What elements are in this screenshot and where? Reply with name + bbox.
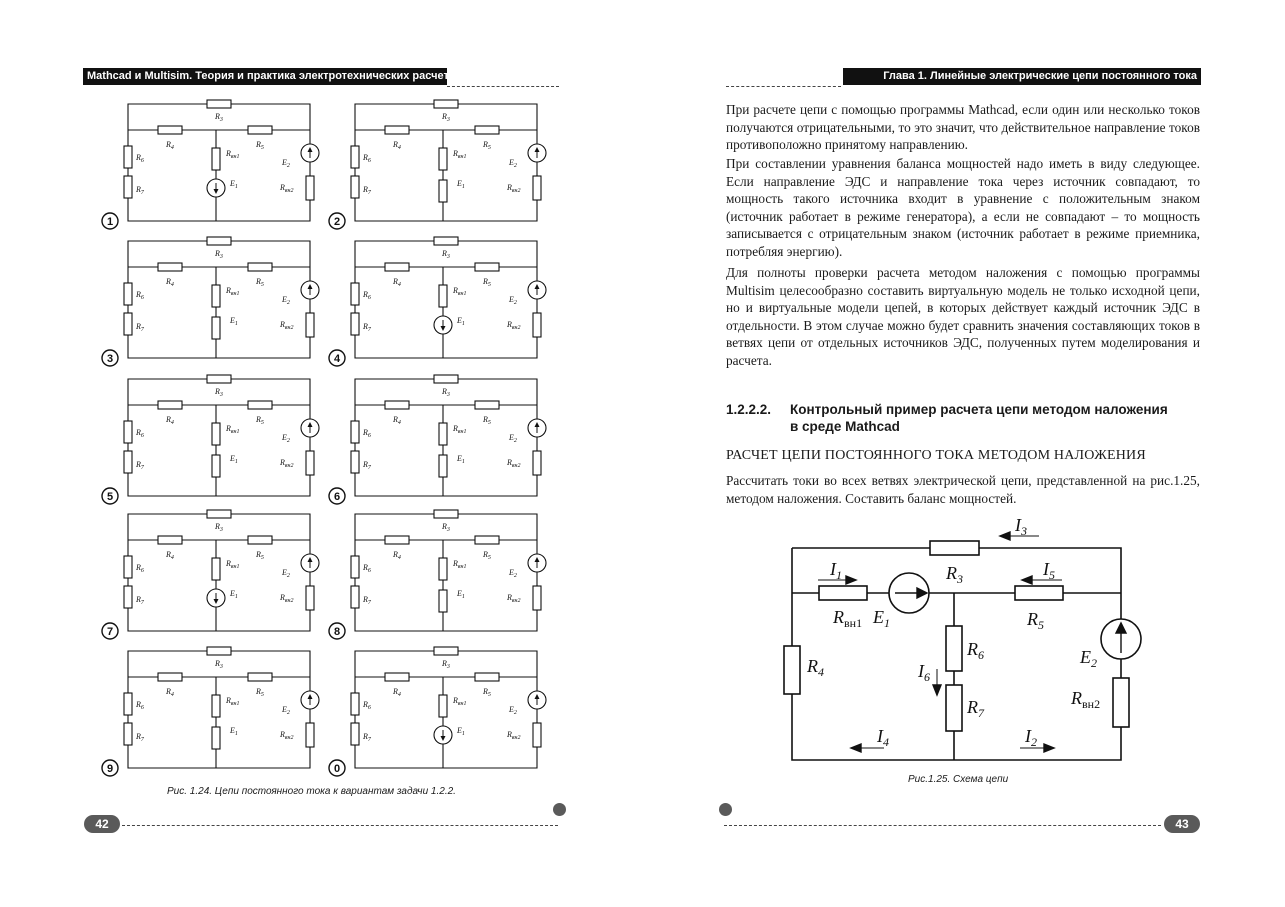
variant-label-e2: $E_2$ (282, 568, 290, 579)
paragraph-negative-currents: При расчете цепи с помощью программы Mathcad, если один или несколько токов получаются отрицательными, то это значит, что действительное направление токов противоположно принятому направлению. (726, 102, 1200, 152)
section-title-line1: Контрольный пример расчета цепи методом наложения (790, 402, 1168, 417)
resistor-r7-symbol (946, 685, 962, 731)
variant-label-e1: $E_1$ (230, 589, 238, 600)
variant-number: 4 (333, 353, 341, 365)
label-e1: $E_1$ (873, 607, 890, 630)
variant-label-r7: $R_7$ (363, 460, 371, 471)
variant-label-rvn1: $R_{вн1}$ (226, 149, 240, 160)
label-i6: $I_6$ (918, 661, 930, 684)
section-title-line2: в среде Mathcad (790, 419, 900, 434)
resistor-r3-symbol (930, 541, 979, 555)
label-i5: $I_5$ (1043, 559, 1055, 582)
variant-label-e1: $E_1$ (457, 454, 465, 465)
variant-label-r6: $R_6$ (136, 563, 144, 574)
variant-label-r5: $R_5$ (256, 140, 264, 151)
variant-label-rvn1: $R_{вн1}$ (453, 286, 467, 297)
variant-label-r5: $R_5$ (483, 687, 491, 698)
variant-label-e1: $E_1$ (457, 179, 465, 190)
variant-label-rvn1: $R_{вн1}$ (453, 696, 467, 707)
variant-number: 1 (106, 216, 114, 228)
variant-label-r7: $R_7$ (363, 732, 371, 743)
paragraph-power-balance: При составлении уравнения баланса мощностей надо иметь в виду следующее. Если направление ЭДС и направление тока через источник совпадают, то мощность такого источника входит в уравнение с положительным знаком (источник работает в режиме генератора), а если не совпадают – то мощность записывается с отрицательным знаком (источник работает в режиме приемника, потребляя энергию). (726, 156, 1200, 259)
variant-label-r5: $R_5$ (483, 140, 491, 151)
variant-label-rvn1: $R_{вн1}$ (453, 149, 467, 160)
variant-circuit-7 (102, 510, 319, 639)
variant-circuit-5 (102, 375, 319, 504)
caps-heading: РАСЧЕТ ЦЕПИ ПОСТОЯННОГО ТОКА МЕТОДОМ НАЛОЖЕНИЯ (726, 448, 1146, 463)
variant-circuit-6 (329, 375, 546, 504)
resistor-rvn2-symbol (1113, 678, 1129, 727)
variant-label-r4: $R_4$ (166, 140, 174, 151)
variant-label-r5: $R_5$ (256, 415, 264, 426)
variant-label-r4: $R_4$ (393, 277, 401, 288)
variant-label-rvn2: $R_{вн2}$ (507, 320, 521, 331)
left-running-header: Mathcad и Multisim. Теория и практика электротехнических расчетов (83, 68, 447, 85)
variant-label-rvn1: $R_{вн1}$ (453, 559, 467, 570)
variant-label-r4: $R_4$ (393, 550, 401, 561)
footer-rule-left (122, 825, 558, 826)
variant-label-e1: $E_1$ (230, 454, 238, 465)
variant-label-e2: $E_2$ (282, 433, 290, 444)
footer-dot-left (553, 803, 566, 816)
page-number-left: 42 (84, 815, 120, 833)
variant-circuit-8 (329, 510, 546, 639)
label-rvn1: $R_{вн1}$ (833, 607, 863, 630)
variant-label-e2: $E_2$ (282, 705, 290, 716)
variant-label-rvn1: $R_{вн1}$ (226, 696, 240, 707)
variant-number: 5 (106, 491, 114, 503)
variant-label-r4: $R_4$ (166, 687, 174, 698)
variant-label-e1: $E_1$ (230, 726, 238, 737)
variant-label-r5: $R_5$ (483, 415, 491, 426)
variant-label-r3: $R_3$ (442, 659, 450, 670)
variant-label-r5: $R_5$ (256, 550, 264, 561)
variant-label-r5: $R_5$ (483, 550, 491, 561)
resistor-r5-symbol (1015, 586, 1063, 600)
variant-label-r6: $R_6$ (136, 153, 144, 164)
variant-label-rvn2: $R_{вн2}$ (280, 593, 294, 604)
variant-circuits-figure (60, 90, 560, 780)
variant-label-r7: $R_7$ (136, 322, 144, 333)
header-rule-left (447, 86, 559, 87)
variant-label-e2: $E_2$ (509, 433, 517, 444)
variant-circuit-0 (329, 647, 546, 776)
variant-label-r7: $R_7$ (136, 595, 144, 606)
variant-label-rvn2: $R_{вн2}$ (280, 183, 294, 194)
variant-label-e1: $E_1$ (230, 316, 238, 327)
variant-label-r3: $R_3$ (442, 249, 450, 260)
variant-label-rvn1: $R_{вн1}$ (226, 424, 240, 435)
variant-label-r6: $R_6$ (363, 700, 371, 711)
variant-circuit-3 (102, 237, 319, 366)
resistor-r6-symbol (946, 626, 962, 671)
variant-number: 2 (333, 216, 341, 228)
variant-label-r6: $R_6$ (363, 153, 371, 164)
variant-label-r6: $R_6$ (136, 428, 144, 439)
variant-label-e1: $E_1$ (457, 316, 465, 327)
variant-label-e2: $E_2$ (509, 158, 517, 169)
variant-label-r3: $R_3$ (442, 112, 450, 123)
variant-label-r6: $R_6$ (363, 290, 371, 301)
variant-number: 7 (106, 626, 114, 638)
variant-label-r4: $R_4$ (166, 277, 174, 288)
variant-number: 9 (106, 763, 114, 775)
footer-rule-right (724, 825, 1161, 826)
footer-dot-right (719, 803, 732, 816)
variant-label-r7: $R_7$ (363, 185, 371, 196)
variant-label-rvn1: $R_{вн1}$ (226, 286, 240, 297)
variant-label-rvn1: $R_{вн1}$ (453, 424, 467, 435)
variant-label-r5: $R_5$ (256, 687, 264, 698)
variant-label-r3: $R_3$ (215, 522, 223, 533)
variant-number: 0 (333, 763, 341, 775)
task-statement: Рассчитать токи во всех ветвях электрической цепи, представленной на рис.1.25, методом наложения. Составить баланс мощностей. (726, 473, 1200, 506)
variant-label-rvn2: $R_{вн2}$ (507, 183, 521, 194)
section-number: 1.2.2.2. (726, 402, 772, 417)
label-rvn2: $R_{вн2}$ (1071, 688, 1101, 711)
page-number-right: 43 (1164, 815, 1200, 833)
right-running-header: Глава 1. Линейные электрические цепи постоянного тока (843, 68, 1201, 85)
variant-label-rvn2: $R_{вн2}$ (507, 730, 521, 741)
variant-label-r3: $R_3$ (442, 387, 450, 398)
label-r4: $R_4$ (807, 656, 824, 679)
label-r5: $R_5$ (1027, 609, 1044, 632)
label-i3: $I_3$ (1015, 515, 1027, 538)
variant-number: 6 (333, 491, 341, 503)
variant-label-r3: $R_3$ (215, 112, 223, 123)
label-r7: $R_7$ (967, 697, 984, 720)
variant-label-r7: $R_7$ (136, 185, 144, 196)
circuit-diagram-1-25 (760, 512, 1160, 762)
variant-label-r6: $R_6$ (363, 428, 371, 439)
variant-label-rvn2: $R_{вн2}$ (280, 458, 294, 469)
variant-label-e2: $E_2$ (509, 705, 517, 716)
variant-number: 8 (333, 626, 341, 638)
variant-label-r3: $R_3$ (215, 659, 223, 670)
label-e2: $E_2$ (1080, 647, 1097, 670)
variant-label-e2: $E_2$ (509, 295, 517, 306)
variant-label-e1: $E_1$ (457, 589, 465, 600)
figure-1-24-caption: Рис. 1.24. Цепи постоянного тока к вариантам задачи 1.2.2. (167, 786, 456, 797)
variant-label-r6: $R_6$ (136, 700, 144, 711)
variant-label-r4: $R_4$ (393, 415, 401, 426)
variant-circuit-2 (329, 100, 546, 229)
variant-label-r3: $R_3$ (215, 387, 223, 398)
label-r6: $R_6$ (967, 639, 984, 662)
label-i4: $I_4$ (877, 726, 889, 749)
variant-label-e2: $E_2$ (282, 295, 290, 306)
variant-label-rvn2: $R_{вн2}$ (280, 730, 294, 741)
variant-label-r4: $R_4$ (393, 687, 401, 698)
variant-label-r7: $R_7$ (136, 460, 144, 471)
variant-label-e2: $E_2$ (282, 158, 290, 169)
label-i1: $I_1$ (830, 559, 842, 582)
label-i2: $I_2$ (1025, 726, 1037, 749)
header-rule-right (726, 86, 841, 87)
resistor-r4-symbol (784, 646, 800, 694)
variant-label-r3: $R_3$ (215, 249, 223, 260)
variant-circuit-9 (102, 647, 319, 776)
variant-label-r4: $R_4$ (166, 550, 174, 561)
variant-label-r5: $R_5$ (256, 277, 264, 288)
variant-label-r5: $R_5$ (483, 277, 491, 288)
paragraph-multisim-check: Для полноты проверки расчета методом наложения с помощью программы Multisim целесообразно составить виртуальную модель не только исходной цепи, но и виртуальные модели цепей, в которых действует каждый источник ЭДС в отдельности. В этом случае можно будет сравнить значения составляющих токов в ветвях цепи от отдельных источников ЭДС, полученных путем моделирования и расчета. (726, 265, 1200, 368)
variant-label-e1: $E_1$ (230, 179, 238, 190)
resistor-rvn1-symbol (819, 586, 867, 600)
variant-circuit-1 (102, 100, 319, 229)
variant-label-r4: $R_4$ (393, 140, 401, 151)
variant-label-r7: $R_7$ (363, 322, 371, 333)
variant-label-e2: $E_2$ (509, 568, 517, 579)
variant-number: 3 (106, 353, 114, 365)
variant-label-r6: $R_6$ (363, 563, 371, 574)
label-r3: $R_3$ (946, 563, 963, 586)
variant-label-r7: $R_7$ (136, 732, 144, 743)
variant-label-rvn1: $R_{вн1}$ (226, 559, 240, 570)
variant-label-r4: $R_4$ (166, 415, 174, 426)
variant-circuit-4 (329, 237, 546, 366)
variant-label-rvn2: $R_{вн2}$ (507, 458, 521, 469)
variant-label-rvn2: $R_{вн2}$ (507, 593, 521, 604)
variant-label-r3: $R_3$ (442, 522, 450, 533)
variant-label-e1: $E_1$ (457, 726, 465, 737)
variant-label-r6: $R_6$ (136, 290, 144, 301)
variant-label-r7: $R_7$ (363, 595, 371, 606)
variant-label-rvn2: $R_{вн2}$ (280, 320, 294, 331)
figure-1-25-caption: Рис.1.25. Схема цепи (908, 774, 1009, 785)
